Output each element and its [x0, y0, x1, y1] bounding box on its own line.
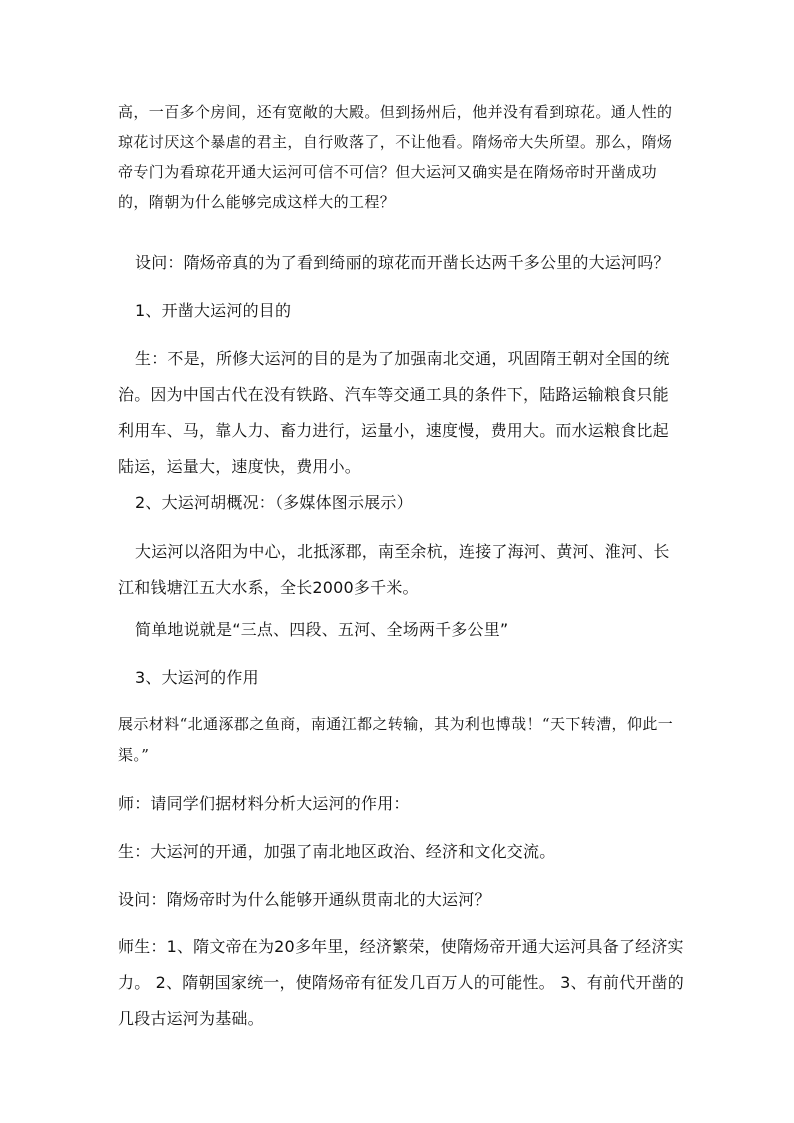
question-why: 设问：隋炀帝时为什么能够开通纵贯南北的大运河？ — [118, 890, 491, 909]
paragraph-student-answer: 生：大运河的开通，加强了南北地区政治、经济和文化交流。 — [118, 842, 556, 861]
paragraph-teacher-student: 师生：1、隋文帝在为20多年里，经济繁荣，使隋炀帝开通大运河具备了经济实力。 2、隋朝国家统一，使隋炀帝有征发几百万人的可能性。 3、有前代开凿的几段古运河为基础。 — [118, 937, 684, 1028]
paragraph-material: 展示材料“北通涿郡之鱼商，南通江都之转输，其为利也博哉！“天下转漕，仰此一渠。” — [118, 715, 674, 764]
paragraph-summary: 简单地说就是“三点、四段、五河、全场两千多公里” — [135, 620, 509, 639]
paragraph-qionghua-story: 高，一百多个房间，还有宽敞的大殿。但到扬州后，他并没有看到琼花。通人性的琼花讨厌这个暴虐的君主，自行败落了，不让他看。隋炀帝大失所望。那么，隋炀帝专门为看琼花开通大运河可信不可信？但大运河又确实是在隋炀帝时开凿成功的，隋朝为什么能够完成这样大的工程？ — [118, 103, 673, 211]
paragraph-overview: 大运河以洛阳为中心，北抵涿郡，南至余杭，连接了海河、黄河、淮河、长江和钱塘江五大水系，全长2000多千米。 — [118, 542, 670, 597]
heading-function: 3、大运河的作用 — [135, 668, 259, 687]
question-qionghua: 设问：隋炀帝真的为了看到绮丽的琼花而开凿长达两千多公里的大运河吗？ — [135, 253, 670, 272]
answer-purpose: 生：不是，所修大运河的目的是为了加强南北交通，巩固隋王朝对全国的统治。因为中国古代在没有铁路、汽车等交通工具的条件下，陆路运输粮食只能利用车、马，靠人力、畜力进行，运量小，速度慢，费用大。而水运粮食比起陆运，运量大，速度快，费用小。 — [118, 349, 670, 476]
paragraph-teacher-prompt: 师：请同学们据材料分析大运河的作用： — [118, 794, 410, 813]
heading-overview: 2、大运河胡概况：（多媒体图示展示） — [135, 493, 413, 512]
heading-purpose: 1、开凿大运河的目的 — [135, 301, 292, 320]
